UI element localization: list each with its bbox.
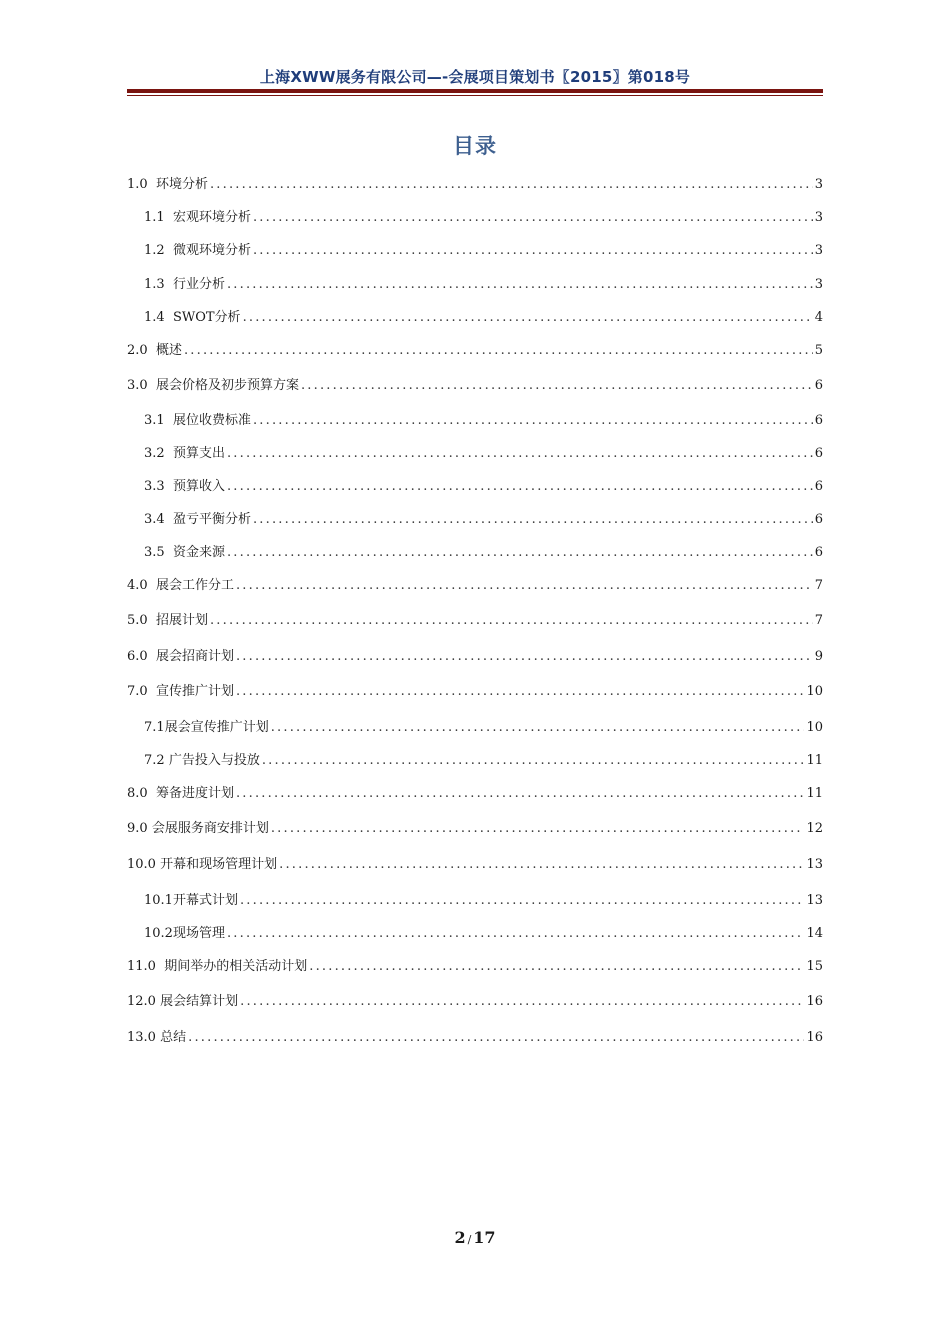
toc-entry-page: 3 <box>814 210 823 225</box>
toc-entry-label: 现场管理 <box>172 926 225 941</box>
toc-entry[interactable] <box>144 408 823 434</box>
toc-entry-number: 13.0 <box>127 1030 156 1045</box>
toc-entry-gap <box>165 408 173 434</box>
toc-entry-page: 11 <box>806 753 823 768</box>
toc-entry-gap <box>165 474 173 500</box>
toc-entry[interactable] <box>144 441 823 467</box>
toc-entry-leader <box>236 644 813 670</box>
toc-entry-label: 展会工作分工 <box>155 578 234 593</box>
toc-entry[interactable] <box>144 540 823 566</box>
toc-entry-leader <box>262 748 805 774</box>
toc-entry-page: 6 <box>814 378 823 393</box>
toc-entry-label: 预算收入 <box>172 479 225 494</box>
toc-entry-number: 2.0 <box>127 343 148 358</box>
toc-entry[interactable] <box>144 238 823 264</box>
toc-entry[interactable] <box>127 679 823 705</box>
toc-entry[interactable] <box>127 1025 823 1051</box>
toc-entry-number: 7.1 <box>144 720 165 735</box>
header-rule-thick <box>127 89 823 93</box>
toc-entry-number: 10.2 <box>144 926 173 941</box>
total-pages: 17 <box>473 1228 496 1247</box>
toc-entry-label: 展会宣传推广计划 <box>164 720 269 735</box>
toc-entry-number: 1.0 <box>127 177 148 192</box>
toc-entry-label: 展会结算计划 <box>160 994 239 1009</box>
toc-entry-page: 12 <box>806 821 823 836</box>
toc-entry-page: 14 <box>806 926 823 941</box>
toc-entry-page: 13 <box>806 893 823 908</box>
toc-entry-gap <box>148 338 156 364</box>
toc-entry-label: 预算支出 <box>172 446 225 461</box>
toc-entry-gap <box>156 954 164 980</box>
toc-entry-page: 6 <box>814 413 823 428</box>
toc-entry[interactable] <box>144 474 823 500</box>
toc-entry-page: 4 <box>814 310 823 325</box>
toc-entry-number: 12.0 <box>127 994 156 1009</box>
toc-entry-gap <box>148 781 156 807</box>
toc-entry-gap <box>165 441 173 467</box>
toc-entry-page: 6 <box>814 479 823 494</box>
toc-entry-label: 开幕和现场管理计划 <box>160 857 278 872</box>
toc-entry-number: 1.1 <box>144 210 165 225</box>
toc-entry-number: 1.4 <box>144 310 165 325</box>
toc-entry-number: 3.4 <box>144 512 165 527</box>
toc-entry-label: 宏观环境分析 <box>172 210 251 225</box>
toc-entry[interactable] <box>144 205 823 231</box>
toc-entry-leader <box>253 238 813 264</box>
toc-entry-gap <box>148 644 156 670</box>
toc-entry-number: 3.1 <box>144 413 165 428</box>
toc-entry-leader <box>271 816 805 842</box>
toc-entry-number: 10.0 <box>127 857 156 872</box>
toc-entry-label: 展会价格及初步预算方案 <box>155 378 299 393</box>
toc-entry-label: 总结 <box>160 1030 187 1045</box>
toc-entry-label: 期间举办的相关活动计划 <box>164 959 308 974</box>
toc-entry-leader <box>210 608 813 634</box>
toc-entry-number: 11.0 <box>127 959 156 974</box>
toc-entry-leader <box>253 408 813 434</box>
toc-entry-leader <box>210 172 813 198</box>
toc-entry-leader <box>309 954 804 980</box>
page-number <box>0 1228 950 1247</box>
toc-entry-number: 7.0 <box>127 684 148 699</box>
toc-entry-leader <box>253 507 813 533</box>
running-header: 上海XWW展务有限公司—-会展项目策划书〖2015〗第018号 <box>259 68 691 86</box>
toc-entry[interactable] <box>127 816 823 842</box>
toc-entry-number: 1.2 <box>144 243 165 258</box>
toc-entry-label: 展位收费标准 <box>172 413 251 428</box>
toc-entry-label: SWOT分析 <box>172 310 241 325</box>
toc-entry[interactable] <box>127 338 823 364</box>
toc-entry[interactable] <box>144 507 823 533</box>
toc-entry-label: 宣传推广计划 <box>155 684 234 699</box>
toc-entry-gap <box>165 305 173 331</box>
toc-entry-label: 展会招商计划 <box>155 649 234 664</box>
header-rule-thin <box>127 95 823 96</box>
toc-entry-leader <box>227 272 813 298</box>
toc-entry-number: 3.5 <box>144 545 165 560</box>
toc-entry-gap <box>148 573 156 599</box>
toc-entry[interactable] <box>127 781 823 807</box>
toc-entry-gap <box>148 679 156 705</box>
toc-entry[interactable] <box>127 644 823 670</box>
toc-entry-page: 6 <box>814 545 823 560</box>
toc-entry-page: 3 <box>814 243 823 258</box>
toc-entry-page: 10 <box>806 684 823 699</box>
toc-entry-gap <box>165 272 173 298</box>
toc-entry-leader <box>236 781 804 807</box>
toc-entry-label: 微观环境分析 <box>172 243 251 258</box>
toc-entry-page: 15 <box>806 959 823 974</box>
toc-entry-gap <box>148 608 156 634</box>
toc-entry-label: 概述 <box>155 343 182 358</box>
toc-entry-number: 1.3 <box>144 277 165 292</box>
toc-entry-label: 会展服务商安排计划 <box>151 821 269 836</box>
toc-entry-number: 5.0 <box>127 613 148 628</box>
current-page: 2 <box>454 1228 466 1247</box>
toc-entry-gap <box>165 507 173 533</box>
toc-entry-label: 行业分析 <box>172 277 225 292</box>
toc-entry[interactable] <box>144 715 823 741</box>
toc-entry-leader <box>236 679 804 705</box>
toc-entry-number: 6.0 <box>127 649 148 664</box>
toc-entry-page: 5 <box>814 343 823 358</box>
toc-entry-label: 环境分析 <box>155 177 208 192</box>
toc-entry-gap <box>165 540 173 566</box>
toc-entry-leader <box>227 441 813 467</box>
toc-entry-page: 9 <box>814 649 823 664</box>
toc-entry-number: 4.0 <box>127 578 148 593</box>
toc-entry-page: 13 <box>806 857 823 872</box>
toc-entry-page: 3 <box>814 277 823 292</box>
toc-entry-leader <box>240 888 804 914</box>
toc-entry-leader <box>279 852 804 878</box>
toc-entry-gap <box>148 373 156 399</box>
page-separator: / <box>467 1233 472 1246</box>
toc-entry[interactable] <box>144 272 823 298</box>
toc-entry-label: 开幕式计划 <box>172 893 238 908</box>
toc-entry-gap <box>165 205 173 231</box>
toc-entry-label: 广告投入与投放 <box>168 753 260 768</box>
toc-entry-leader <box>271 715 805 741</box>
toc-entry[interactable] <box>127 573 823 599</box>
toc-entry-number: 8.0 <box>127 786 148 801</box>
toc-entry-label: 盈亏平衡分析 <box>172 512 251 527</box>
toc-entry-number: 10.1 <box>144 893 173 908</box>
toc-entry-number: 7.2 <box>144 753 165 768</box>
toc-entry[interactable] <box>127 373 823 399</box>
toc-entry-leader <box>253 205 813 231</box>
toc-entry[interactable] <box>127 172 823 198</box>
toc-entry[interactable] <box>144 921 823 947</box>
toc-entry-leader <box>301 373 813 399</box>
toc-entry[interactable] <box>127 954 823 980</box>
toc-entry-page: 11 <box>806 786 823 801</box>
toc-entry-leader <box>184 338 813 364</box>
toc-entry-leader <box>236 573 813 599</box>
toc-entry-page: 10 <box>806 720 823 735</box>
toc-title: 目录 <box>453 134 497 158</box>
toc-entry-label: 招展计划 <box>155 613 208 628</box>
toc-entry-page: 6 <box>814 512 823 527</box>
toc-entry[interactable] <box>144 748 823 774</box>
toc-entry-page: 7 <box>814 613 823 628</box>
toc-entry-page: 7 <box>814 578 823 593</box>
toc-entry-number: 3.3 <box>144 479 165 494</box>
toc-entry-page: 6 <box>814 446 823 461</box>
toc-entry[interactable] <box>127 852 823 878</box>
toc-entry[interactable] <box>144 888 823 914</box>
toc-entry-gap <box>165 238 173 264</box>
toc-entry-leader <box>227 474 813 500</box>
toc-entry-leader <box>243 305 813 331</box>
toc-entry[interactable] <box>127 989 823 1015</box>
toc-entry-number: 9.0 <box>127 821 148 836</box>
toc-entry-number: 3.2 <box>144 446 165 461</box>
toc-entry[interactable] <box>127 608 823 634</box>
toc-entry-leader <box>240 989 804 1015</box>
toc-entry-leader <box>188 1025 804 1051</box>
toc-entry[interactable] <box>144 305 823 331</box>
toc-entry-page: 16 <box>806 994 823 1009</box>
toc-entry-gap <box>148 172 156 198</box>
toc-entry-label: 筹备进度计划 <box>155 786 234 801</box>
toc-entry-page: 3 <box>814 177 823 192</box>
toc-entry-leader <box>227 540 813 566</box>
toc-entry-label: 资金来源 <box>172 545 225 560</box>
toc-entry-number: 3.0 <box>127 378 148 393</box>
toc-entry-leader <box>227 921 804 947</box>
toc-entry-page: 16 <box>806 1030 823 1045</box>
